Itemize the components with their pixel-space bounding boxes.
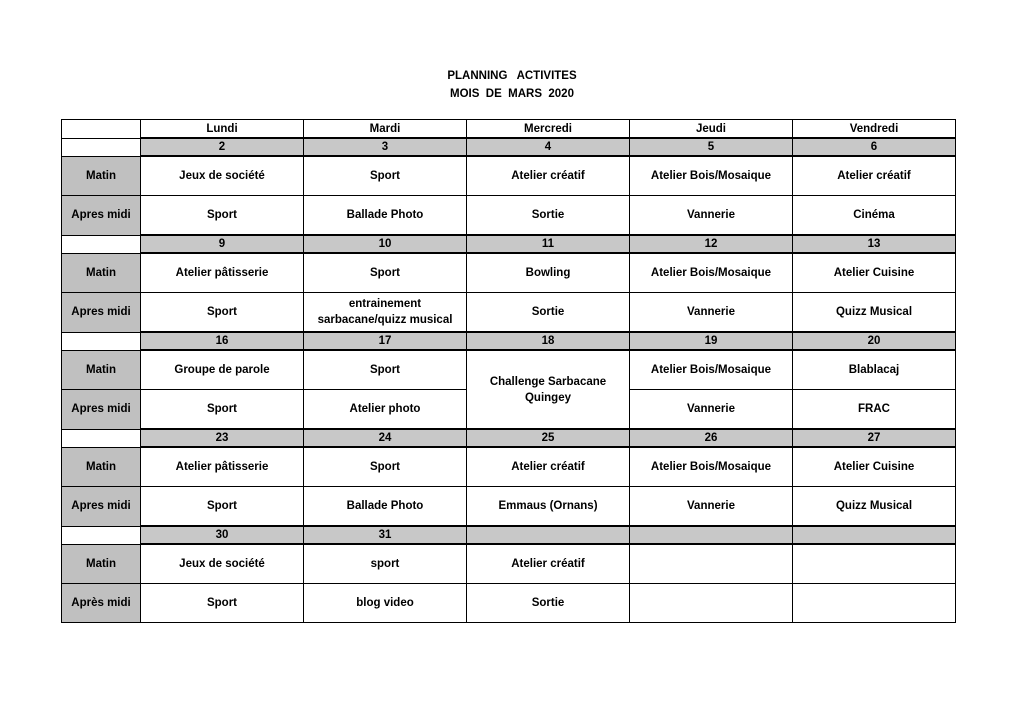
- activity-cell: Vannerie: [630, 293, 793, 333]
- activity-cell: Atelier Bois/Mosaique: [630, 447, 793, 487]
- row-label-matin: Matin: [62, 544, 141, 584]
- activity-cell: Sport: [141, 390, 304, 430]
- date-row: [62, 332, 956, 350]
- matin-row: [62, 350, 956, 390]
- date-row: [62, 138, 956, 156]
- date-cell: [630, 526, 793, 544]
- matin-row: [62, 156, 956, 196]
- activity-cell: Atelier créatif: [467, 544, 630, 584]
- activity-cell: Sortie: [467, 584, 630, 623]
- activity-cell: Sport: [141, 487, 304, 527]
- date-cell: 11: [467, 235, 630, 253]
- date-cell: 2: [141, 138, 304, 156]
- day-header-vendredi: Vendredi: [793, 120, 956, 139]
- date-cell: 9: [141, 235, 304, 253]
- activity-cell: Sport: [304, 253, 467, 293]
- apres-midi-row: [62, 196, 956, 236]
- activity-cell: Blablacaj: [793, 350, 956, 390]
- row-label-matin: Matin: [62, 253, 141, 293]
- activity-cell: Jeux de société: [141, 156, 304, 196]
- date-row-blank: [62, 138, 141, 156]
- day-header-mercredi: Mercredi: [467, 120, 630, 139]
- activity-cell: Ballade Photo: [304, 487, 467, 527]
- activity-cell: [793, 544, 956, 584]
- date-cell: 17: [304, 332, 467, 350]
- row-label-apres-midi: Apres midi: [62, 390, 141, 430]
- day-header-jeudi: Jeudi: [630, 120, 793, 139]
- row-label-apres-midi: Apres midi: [62, 293, 141, 333]
- activity-cell: Atelier pâtisserie: [141, 253, 304, 293]
- date-row: [62, 526, 956, 544]
- activity-cell: Atelier photo: [304, 390, 467, 430]
- date-cell: 12: [630, 235, 793, 253]
- date-cell: 13: [793, 235, 956, 253]
- date-cell: 25: [467, 429, 630, 447]
- activity-cell: [630, 584, 793, 623]
- matin-row: [62, 447, 956, 487]
- date-cell: 24: [304, 429, 467, 447]
- row-label-apres-midi: Apres midi: [62, 196, 141, 236]
- date-cell: [467, 526, 630, 544]
- activity-cell: sport: [304, 544, 467, 584]
- activity-cell: Jeux de société: [141, 544, 304, 584]
- title-line-2: MOIS DE MARS 2020: [450, 88, 574, 100]
- matin-row: [62, 253, 956, 293]
- activity-cell: Sport: [304, 350, 467, 390]
- activity-cell: Quizz Musical: [793, 293, 956, 333]
- date-row-blank: [62, 526, 141, 544]
- activity-cell: Vannerie: [630, 390, 793, 430]
- matin-row: [62, 544, 956, 584]
- activity-cell: Emmaus (Ornans): [467, 487, 630, 527]
- activity-cell: Atelier Bois/Mosaique: [630, 253, 793, 293]
- date-cell: [793, 526, 956, 544]
- date-cell: 5: [630, 138, 793, 156]
- activity-cell: Atelier créatif: [793, 156, 956, 196]
- activity-cell: Sport: [141, 584, 304, 623]
- activity-cell: Groupe de parole: [141, 350, 304, 390]
- date-row-blank: [62, 235, 141, 253]
- row-label-apres-midi: Apres midi: [62, 487, 141, 527]
- activity-cell: Atelier Bois/Mosaique: [630, 350, 793, 390]
- date-cell: 16: [141, 332, 304, 350]
- date-cell: 23: [141, 429, 304, 447]
- activity-cell: [793, 584, 956, 623]
- activity-cell: blog video: [304, 584, 467, 623]
- activity-cell: Atelier Cuisine: [793, 253, 956, 293]
- activity-cell: Atelier pâtisserie: [141, 447, 304, 487]
- date-cell: 18: [467, 332, 630, 350]
- date-cell: 26: [630, 429, 793, 447]
- row-label-matin: Matin: [62, 350, 141, 390]
- date-row: [62, 429, 956, 447]
- date-cell: 20: [793, 332, 956, 350]
- date-row: [62, 235, 956, 253]
- date-cell: 30: [141, 526, 304, 544]
- date-cell: 19: [630, 332, 793, 350]
- activity-cell: FRAC: [793, 390, 956, 430]
- day-header-row: [62, 120, 956, 139]
- activity-cell: Atelier Bois/Mosaique: [630, 156, 793, 196]
- activity-cell: Vannerie: [630, 196, 793, 236]
- day-header-mardi: Mardi: [304, 120, 467, 139]
- date-cell: 31: [304, 526, 467, 544]
- activity-cell: Atelier créatif: [467, 447, 630, 487]
- date-cell: 3: [304, 138, 467, 156]
- row-label-matin: Matin: [62, 447, 141, 487]
- date-row-blank: [62, 332, 141, 350]
- apres-midi-row: [62, 293, 956, 333]
- activity-cell: Sport: [304, 156, 467, 196]
- activity-cell: Sortie: [467, 293, 630, 333]
- activity-cell-merged: Challenge Sarbacane Quingey: [467, 350, 630, 429]
- apres-midi-row: [62, 584, 956, 623]
- corner-cell: [62, 120, 141, 139]
- date-row-blank: [62, 429, 141, 447]
- activity-cell: entrainement sarbacane/quizz musical: [304, 293, 467, 333]
- date-cell: 10: [304, 235, 467, 253]
- activity-cell: Atelier Cuisine: [793, 447, 956, 487]
- day-header-lundi: Lundi: [141, 120, 304, 139]
- activity-cell: Sport: [141, 196, 304, 236]
- activity-cell: Ballade Photo: [304, 196, 467, 236]
- activity-cell: Quizz Musical: [793, 487, 956, 527]
- page-title: [0, 67, 1024, 103]
- activity-cell: Sortie: [467, 196, 630, 236]
- row-label-matin: Matin: [62, 156, 141, 196]
- apres-midi-row: [62, 487, 956, 527]
- date-cell: 4: [467, 138, 630, 156]
- activity-schedule-table: [61, 119, 956, 623]
- row-label-apres-midi: Après midi: [62, 584, 141, 623]
- activity-cell: Sport: [304, 447, 467, 487]
- date-cell: 6: [793, 138, 956, 156]
- title-line-1: PLANNING ACTIVITES: [447, 70, 577, 82]
- activity-cell: [630, 544, 793, 584]
- activity-cell: Vannerie: [630, 487, 793, 527]
- activity-cell: Atelier créatif: [467, 156, 630, 196]
- activity-cell: Bowling: [467, 253, 630, 293]
- activity-cell: Sport: [141, 293, 304, 333]
- date-cell: 27: [793, 429, 956, 447]
- activity-cell: Cinéma: [793, 196, 956, 236]
